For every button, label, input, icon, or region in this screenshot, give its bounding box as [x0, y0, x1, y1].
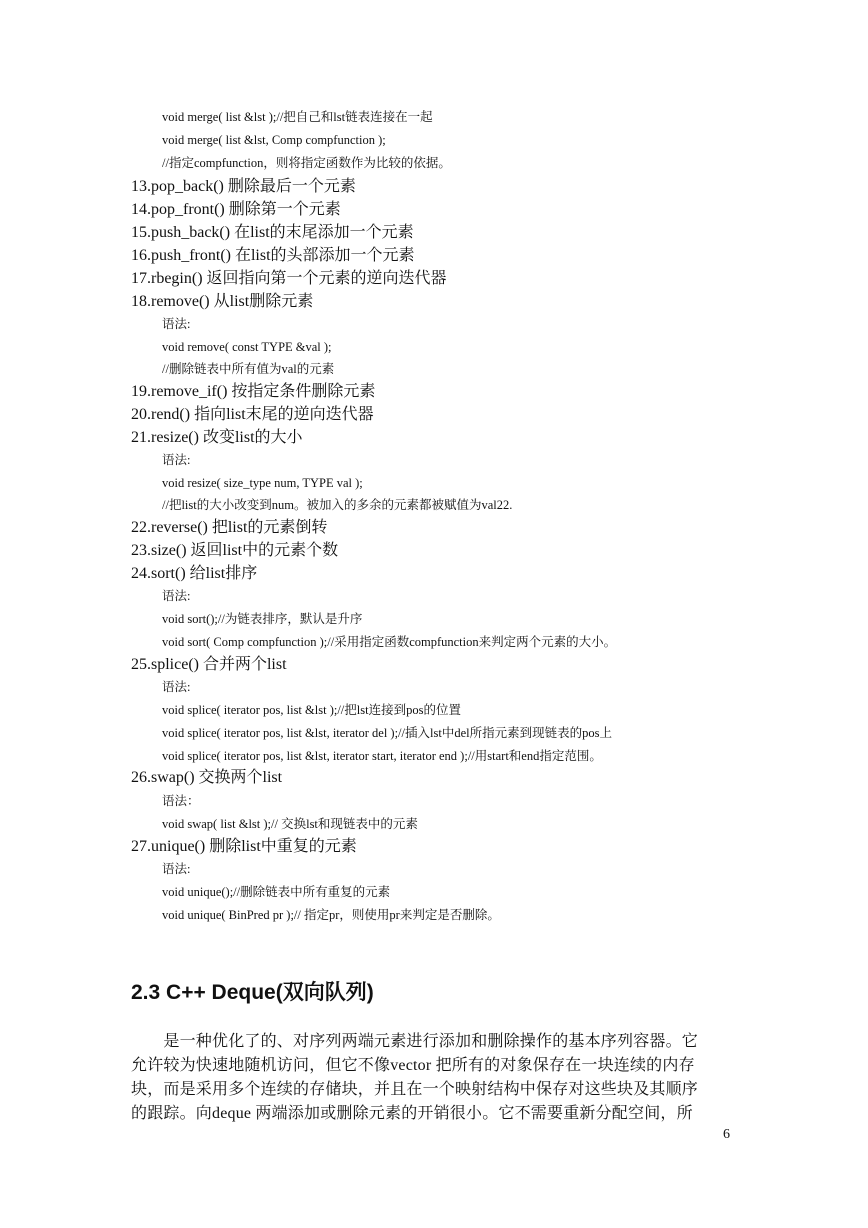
code-line: void swap( list &lst );// 交换lst和现链表中的元素	[162, 817, 418, 831]
syntax-label: 语法:	[162, 317, 191, 331]
list-item: 27.unique() 删除list中重复的元素	[131, 838, 357, 855]
list-item: 19.remove_if() 按指定条件删除元素	[131, 383, 376, 400]
list-item: 25.splice() 合并两个list	[131, 656, 287, 673]
list-item: 26.swap() 交换两个list	[131, 769, 283, 786]
syntax-label: 语法:	[162, 453, 191, 467]
code-line: void remove( const TYPE &val );	[162, 340, 332, 354]
list-item: 21.resize() 改变list的大小	[131, 429, 303, 446]
paragraph-line: 允许较为快速地随机访问，但它不像vector 把所有的对象保存在一块连续的内存	[131, 1057, 695, 1074]
section-heading: 2.3 C++ Deque(双向队列)	[131, 981, 374, 1004]
comment-line: //指定compfunction，则将指定函数作为比较的依据。	[162, 156, 451, 170]
list-item: 22.reverse() 把list的元素倒转	[131, 519, 328, 536]
list-item: 23.size() 返回list中的元素个数	[131, 542, 339, 559]
paragraph-line: 是一种优化了的、对序列两端元素进行添加和删除操作的基本序列容器。它	[131, 1033, 699, 1050]
code-line: void splice( iterator pos, list &lst, iterator del );//插入lst中del所指元素到现链表的pos上	[162, 726, 612, 740]
code-line: void sort();//为链表排序，默认是升序	[162, 612, 363, 626]
list-item: 16.push_front() 在list的头部添加一个元素	[131, 247, 415, 264]
list-item: 20.rend() 指向list末尾的逆向迭代器	[131, 406, 374, 423]
page-number: 6	[723, 1127, 730, 1142]
code-line: void unique();//删除链表中所有重复的元素	[162, 885, 391, 899]
code-line: void merge( list &lst );//把自己和lst链表连接在一起	[162, 110, 433, 124]
list-item: 13.pop_back() 删除最后一个元素	[131, 178, 356, 195]
list-item: 14.pop_front() 删除第一个元素	[131, 201, 341, 218]
paragraph-line: 的跟踪。向deque 两端添加或删除元素的开销很小。它不需要重新分配空间，所	[131, 1105, 693, 1122]
code-line: void splice( iterator pos, list &lst );//把lst连接到pos的位置	[162, 703, 461, 717]
syntax-label: 语法：	[162, 794, 200, 808]
code-line: void splice( iterator pos, list &lst, iterator start, iterator end );//用start和end指定范围。	[162, 749, 602, 763]
list-item: 24.sort() 给list排序	[131, 565, 258, 582]
list-item: 18.remove() 从list删除元素	[131, 293, 314, 310]
code-line: void unique( BinPred pr );// 指定pr，则使用pr来判定是否删除。	[162, 908, 500, 922]
code-line: void resize( size_type num, TYPE val );	[162, 476, 363, 490]
list-item: 15.push_back() 在list的末尾添加一个元素	[131, 224, 414, 241]
paragraph-line: 块，而是采用多个连续的存储块，并且在一个映射结构中保存对这些块及其顺序	[131, 1081, 699, 1098]
comment-line: //删除链表中所有值为val的元素	[162, 362, 335, 376]
syntax-label: 语法:	[162, 680, 191, 694]
list-item: 17.rbegin() 返回指向第一个元素的逆向迭代器	[131, 270, 447, 287]
syntax-label: 语法:	[162, 862, 191, 876]
code-line: void sort( Comp compfunction );//采用指定函数compfunction来判定两个元素的大小。	[162, 635, 617, 649]
comment-line: //把list的大小改变到num。被加入的多余的元素都被赋值为val22.	[162, 498, 513, 512]
syntax-label: 语法:	[162, 589, 191, 603]
code-line: void merge( list &lst, Comp compfunction );	[162, 133, 386, 147]
